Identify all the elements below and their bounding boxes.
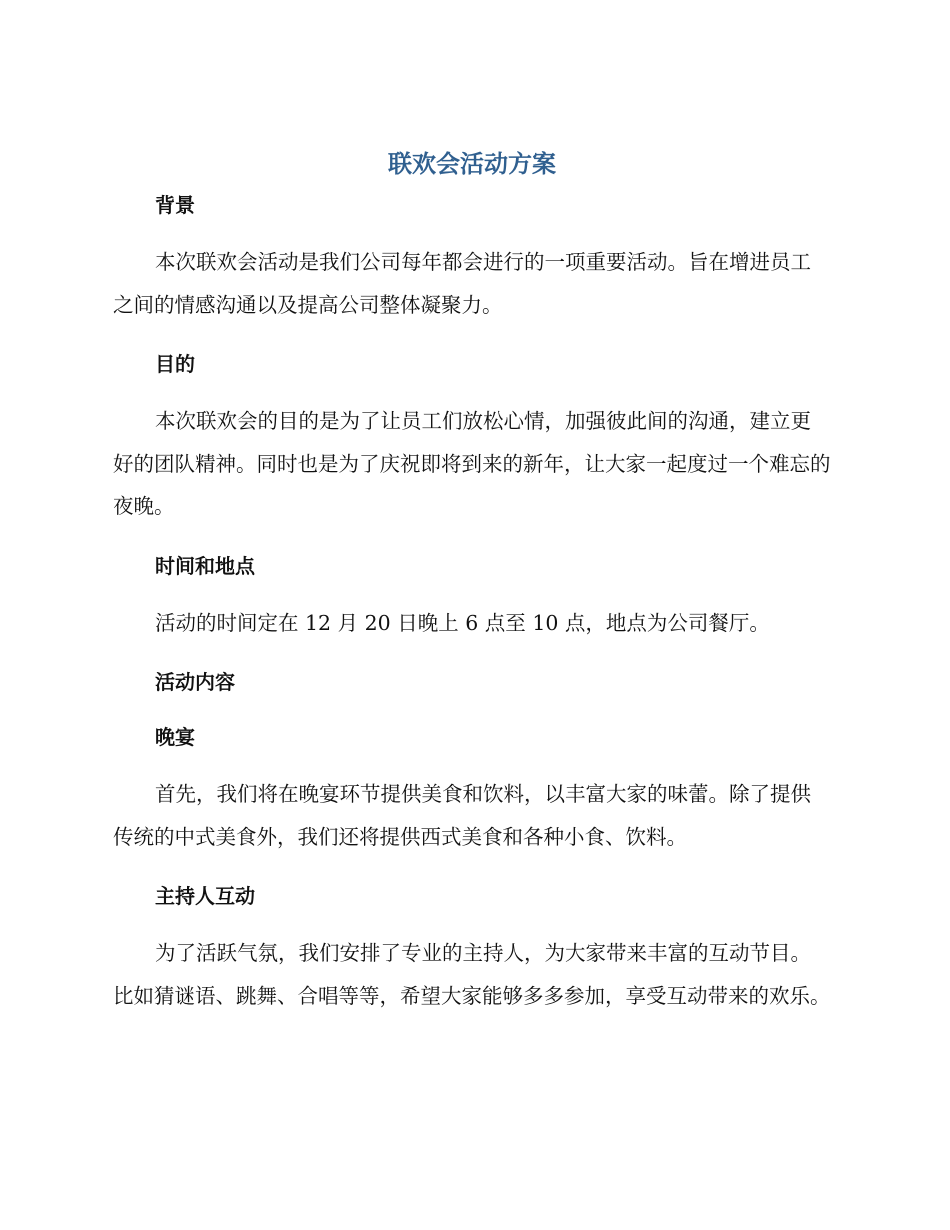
- heading-banquet: 晚宴: [155, 725, 195, 749]
- heading-host-interaction: 主持人互动: [155, 884, 255, 908]
- paragraph-banquet: 首先，我们将在晚宴环节提供美食和饮料，以丰富大家的味蕾。除了提供传统的中式美食外，我们还将提供西式美食和各种小食、饮料。: [113, 782, 811, 849]
- paragraph-background: 本次联欢会活动是我们公司每年都会进行的一项重要活动。旨在增进员工之间的情感沟通以及提高公司整体凝聚力。: [113, 250, 811, 317]
- document-title: 联欢会活动方案: [388, 150, 556, 178]
- heading-time-place: 时间和地点: [155, 553, 255, 578]
- heading-background: 背景: [155, 193, 195, 217]
- paragraph-host-interaction: 为了活跃气氛，我们安排了专业的主持人，为大家带来丰富的互动节目。比如猜谜语、跳舞、合唱等等，希望大家能够多多参加，享受互动带来的欢乐。: [113, 941, 831, 1008]
- heading-activity-content: 活动内容: [155, 670, 235, 694]
- paragraph-time-place: 活动的时间定在 12 月 20 日晚上 6 点至 10 点，地点为公司餐厅。: [155, 610, 770, 635]
- document-body: [113, 143, 831, 1017]
- heading-purpose: 目的: [155, 352, 195, 376]
- paragraph-purpose: 本次联欢会的目的是为了让员工们放松心情，加强彼此间的沟通，建立更好的团队精神。同时也是为了庆祝即将到来的新年，让大家一起度过一个难忘的夜晚。: [113, 409, 831, 518]
